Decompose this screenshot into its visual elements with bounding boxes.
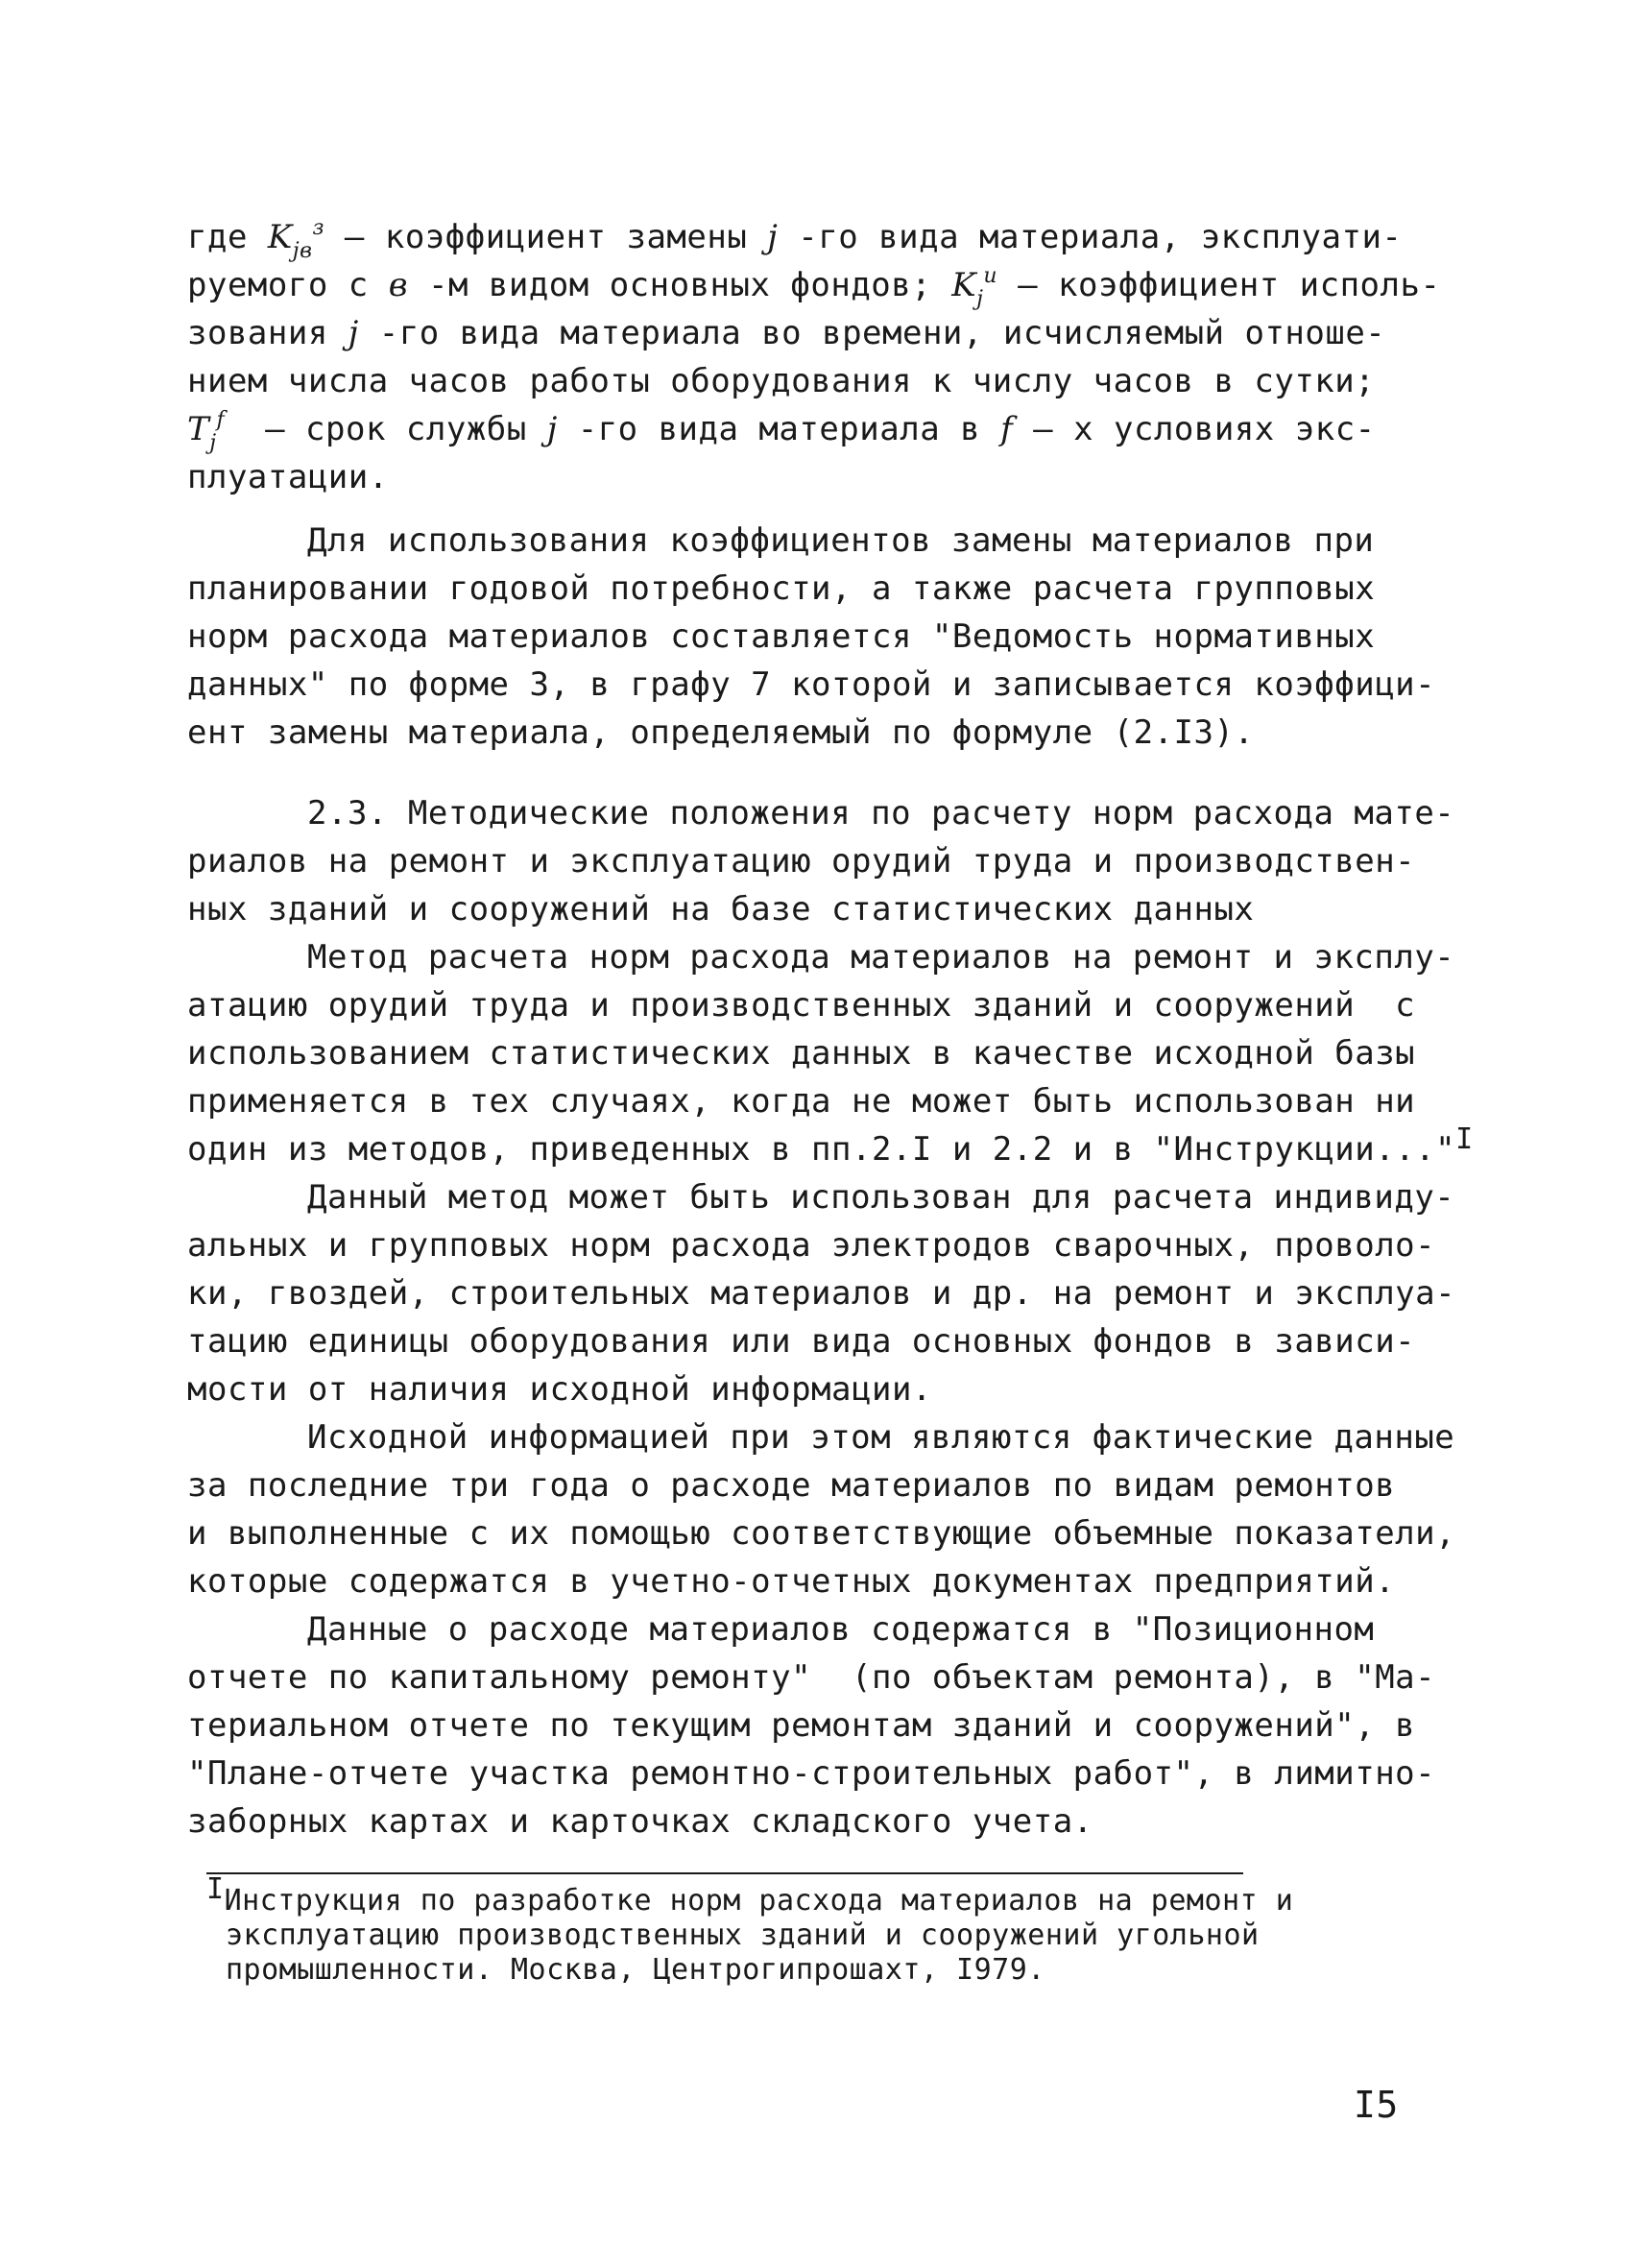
text-line: 2.3. Методические положения по расчету норм расхода мате-	[307, 794, 1455, 832]
text-run: -го вида материала в	[557, 410, 1001, 448]
text-line: Метод расчета норм расхода материалов на ремонт и эксплу-	[307, 938, 1455, 977]
math-subscript: j	[976, 287, 984, 311]
text-line: норм расхода материалов составляется "Ведомость нормативных	[187, 617, 1376, 656]
math-subscript: jв	[292, 239, 313, 263]
footnote-line: эксплуатацию производственных зданий и сооружений угольной	[226, 1918, 1260, 1952]
text-line: альных и групповых норм расхода электродов сварочных, проволо-	[187, 1226, 1436, 1265]
text-run: один из методов, приведенных в пп.2.I и 2.2 и в "Инструкции..."	[187, 1130, 1456, 1169]
text-line: планировании годовой потребности, а также расчета групповых	[187, 569, 1376, 608]
text-line: Исходной информацией при этом являются фактические данные	[307, 1418, 1455, 1457]
math-superscript: и	[983, 264, 998, 288]
footnote-line: промышленности. Москва, Центрогипрошахт, I979.	[226, 1953, 1045, 1987]
math-superscript: з	[312, 216, 324, 240]
math-symbol: f	[1000, 410, 1014, 448]
text-run: руемого с	[187, 266, 389, 304]
math-symbol: j	[546, 410, 558, 448]
formula-line	[187, 309, 1464, 357]
paragraph-data-sources	[187, 1605, 1464, 1846]
formula-explanation	[187, 213, 1464, 501]
paragraph-replacement-coefficients	[187, 517, 1464, 757]
paragraph-source-info	[187, 1413, 1464, 1605]
text-line: Данный метод может быть использован для расчета индивиду-	[307, 1178, 1455, 1217]
text-run: – коэффициент исполь-	[997, 266, 1441, 304]
text-line: териальном отчете по текущим ремонтам зданий и сооружений", в	[187, 1706, 1416, 1745]
math-subscript: j	[209, 431, 217, 455]
page-number: I5	[1354, 2084, 1399, 2126]
math-superscript: f	[216, 408, 226, 432]
text-line: тацию единицы оборудования или вида основных фондов в зависи-	[187, 1322, 1416, 1361]
text-run: – коэффициент замены	[324, 218, 768, 256]
text-line: использованием статистических данных в качестве исходной базы	[187, 1034, 1416, 1073]
section-heading	[187, 789, 1464, 933]
footnote-line	[206, 1872, 1454, 1918]
text-line: за последние три года о расходе материалов по видам ремонтов	[187, 1466, 1396, 1505]
text-run: – х условиях экс-	[1013, 410, 1376, 448]
text-run: плуатации.	[187, 458, 389, 496]
formula-line	[187, 453, 1464, 501]
text-line: атацию орудий труда и производственных зданий и сооружений с	[187, 986, 1416, 1025]
footnote-separator	[206, 1872, 1243, 1874]
paragraph-method	[187, 933, 1474, 1173]
text-run: -го вида материала, эксплуати-	[778, 218, 1403, 256]
text-run: нием числа часов работы оборудования к числу часов в сутки;	[187, 362, 1376, 400]
footnote-marker: I	[206, 1872, 225, 1906]
text-line: и выполненные с их помощью соответствующие объемные показатели,	[187, 1514, 1456, 1553]
math-symbol: в	[388, 266, 408, 304]
text-line: которые содержатся в учетно-отчетных документах предприятий.	[187, 1562, 1396, 1601]
text-line: мости от наличия исходной информации.	[187, 1370, 932, 1409]
text-line: заборных картах и карточках складского учета.	[187, 1802, 1093, 1841]
text-line: Для использования коэффициентов замены материалов при	[307, 521, 1375, 560]
text-line: данных" по форме 3, в графу 7 которой и записывается коэффици-	[187, 665, 1436, 704]
text-run: -м видом основных фондов;	[408, 266, 952, 304]
math-symbol: j	[348, 314, 359, 352]
text-line: отчете по капитальному ремонту" (по объектам ремонта), в "Ма-	[187, 1658, 1436, 1697]
math-symbol: j	[767, 218, 779, 256]
text-line: ки, гвоздей, строительных материалов и др. на ремонт и эксплуа-	[187, 1274, 1456, 1313]
text-run: где	[187, 218, 268, 256]
formula-line	[187, 213, 1464, 261]
footnote	[206, 1872, 1454, 1988]
text-run: зования	[187, 314, 348, 352]
math-symbol: K	[951, 266, 977, 304]
text-line: применяется в тех случаях, когда не может быть использован ни	[187, 1082, 1416, 1121]
text-line	[187, 1122, 1474, 1173]
text-line: риалов на ремонт и эксплуатацию орудий труда и производствен-	[187, 842, 1416, 881]
text-line: ных зданий и сооружений на базе статистических данных	[187, 890, 1255, 929]
formula-line	[187, 405, 1464, 453]
text-line: Данные о расходе материалов содержатся в "Позиционном	[307, 1610, 1375, 1649]
math-symbol: K	[267, 218, 293, 256]
formula-line	[187, 357, 1464, 405]
math-symbol: T	[187, 410, 210, 448]
formula-line	[187, 261, 1464, 309]
paragraph-usage	[187, 1173, 1464, 1413]
text-run: -го вида материала во времени, исчисляемый отноше-	[358, 314, 1386, 352]
text-run: – срок службы	[225, 410, 547, 448]
text-line: ент замены материала, определяемый по формуле (2.I3).	[187, 713, 1255, 752]
text-line: "Плане-отчете участка ремонтно-строительных работ", в лимитно-	[187, 1754, 1436, 1793]
footnote-reference: I	[1455, 1122, 1474, 1156]
text-run: Инструкция по разработке норм расхода материалов на ремонт и	[224, 1884, 1294, 1918]
